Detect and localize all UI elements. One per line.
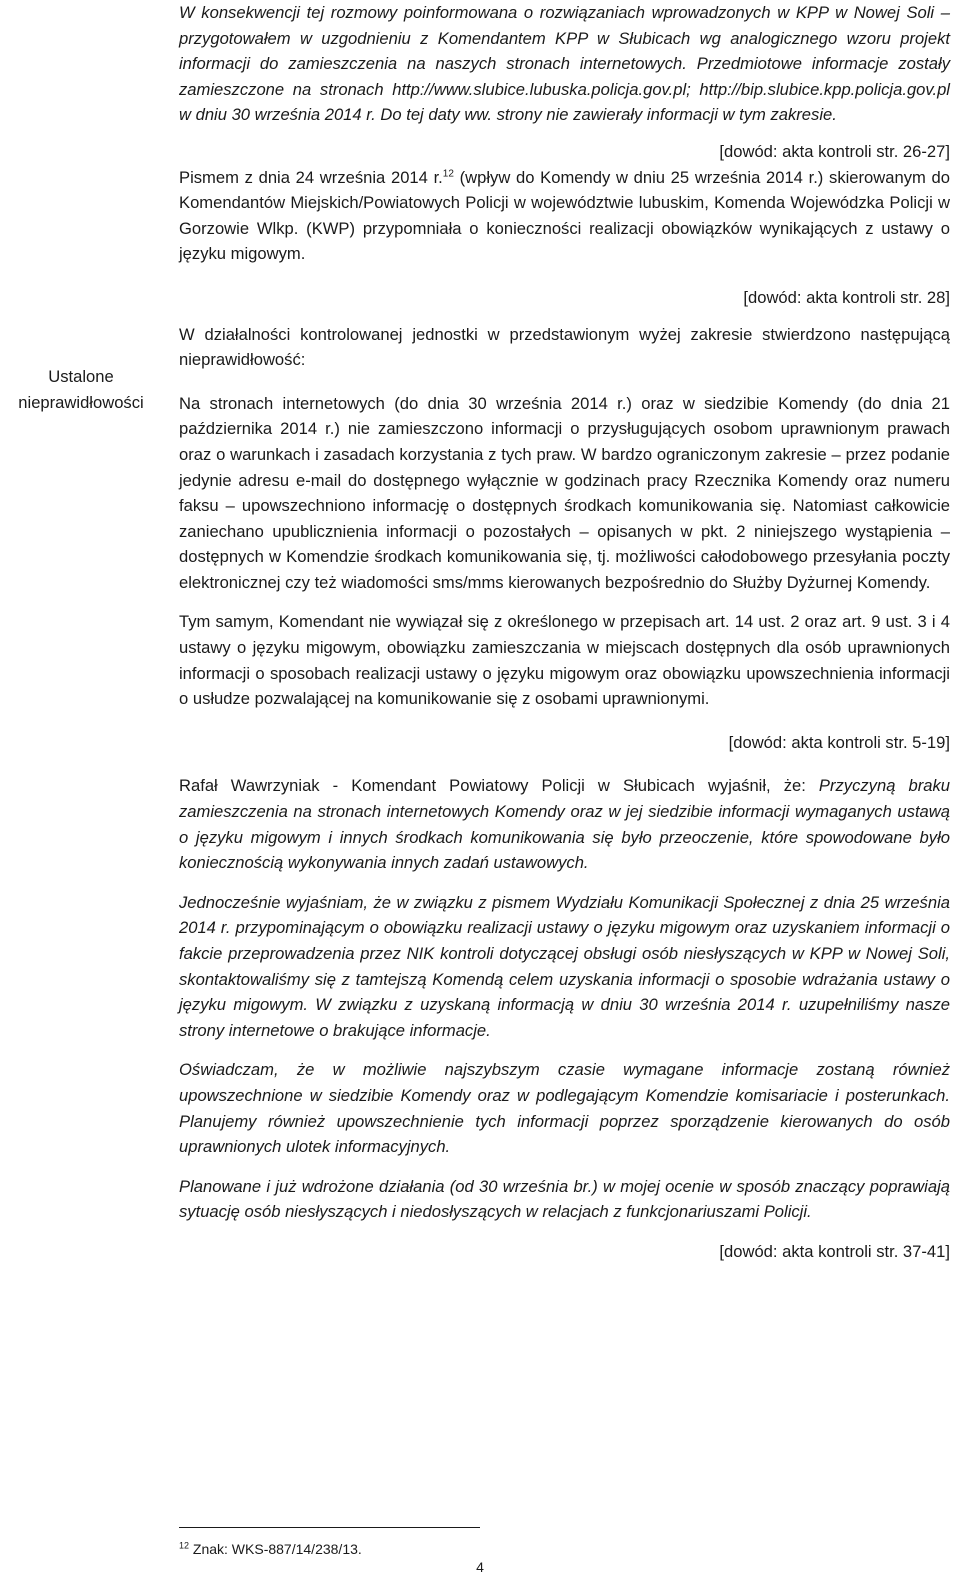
paragraph-kwp-letter-rest: (wpływ do Komendy w dniu 25 września 2014 r.) skierowanym do Komendantów Miejskich/Powiatowych Policji w województwie lubuskim, Komenda Wojewódzka Policji w Gorzowie Wlkp. (KWP) przypomniała o konieczności realizacji obowiązków wynikających z ustawy o języku migowym. xyxy=(179,167,950,264)
section-label xyxy=(0,364,162,415)
paragraph-obligation: Tym samym, Komendant nie wywiązał się z określonego w przepisach art. 14 ust. 2 oraz art. 9 ust. 3 i 4 ustawy o języku migowym, obowiązku zamieszczania w miejscach dostępnych dla osób uprawnionych informacji o sposobach realizacji ustawy o języku migowym oraz obowiązku upowszechnienia informacji o usłudze pozwalającej na komunikowanie się z osobami uprawnionymi. xyxy=(179,612,950,709)
section-label-line2: nieprawidłowości xyxy=(18,392,144,412)
paragraph-explanation-quote: Przyczyną braku zamieszczenia na stronach internetowych Komendy oraz w jej siedzibie informacji wymaganych ustawą o języku migowym i innych środkach komunikowania się było przeoczenie, które spowodowane było koniecznością wykonywania innych zadań ustawowych. xyxy=(179,776,950,873)
evidence-reference: [dowód: akta kontroli str. 26-27] xyxy=(719,141,950,161)
main-text-column xyxy=(179,0,950,1265)
paragraph-quote-planned: Planowane i już wdrożone działania (od 30 września br.) w mojej ocenie w sposób znaczący poprawiają sytuację osób niesłyszących i niedosłyszących w relacjach z funkcjonariuszami Policji. xyxy=(179,1176,950,1222)
footnote-number: 12 xyxy=(179,1540,190,1551)
page-number: 4 xyxy=(476,1559,484,1575)
evidence-reference: [dowód: akta kontroli str. 37-41] xyxy=(719,1241,950,1261)
footnote-separator xyxy=(179,1527,480,1528)
paragraph-kwp-letter xyxy=(179,165,950,267)
footnote-marker: 12 xyxy=(442,168,454,180)
paragraph-quote-declaration: Oświadczam, że w możliwie najszybszym czasie wymagane informacje zostaną również upowszechnione w siedzibie Komendy oraz w podlegającym Komendzie komisariacie i posterunkach. Planujemy również upowszechnienie tych informacji poprzez sporządzenie kierowanych do osób uprawnionych ulotek informacyjnych. xyxy=(179,1060,950,1157)
footnote xyxy=(179,1540,362,1558)
paragraph-explanation xyxy=(179,773,950,875)
paragraph-finding-intro: W działalności kontrolowanej jednostki w przedstawionym wyżej zakresie stwierdzono następującą nieprawidłowość: xyxy=(179,324,950,370)
paragraph-quote-actions: Jednocześnie wyjaśniam, że w związku z pismem Wydziału Komunikacji Społecznej z dnia 25 września 2014 r. przypominającym o obowiązku realizacji ustawy o języku migowym oraz uzyskaniem informacji o fakcie przeprowadzenia przez NIK kontroli dotyczącej obsługi osób niesłyszących w KPP w Nowej Soli, skontaktowaliśmy się z tamtejszą Komendą celem uzyskania informacji o sposobie wdrażania ustawy o języku migowym. W związku z uzyskaną informacją w dniu 30 września 2014 r. uzupełniliśmy nasze strony internetowe o brakujące informacje. xyxy=(179,892,950,1040)
evidence-reference: [dowód: akta kontroli str. 5-19] xyxy=(728,732,950,752)
evidence-reference: [dowód: akta kontroli str. 28] xyxy=(743,287,950,307)
paragraph-consequence: W konsekwencji tej rozmowy poinformowana o rozwiązaniach wprowadzonych w KPP w Nowej Soli – przygotowałem w uzgodnieniu z Komendantem KPP w Słubicach wg analogicznego wzoru projekt informacji do zamieszczenia na naszych stronach internetowych. Przedmiotowe informacje zostały zamieszczone na stronach http://www.slubice.lubuska.policja.gov.pl; http://bip.slubice.kpp.policja.gov.pl w dniu 30 września 2014 r. Do tej daty ww. strony nie zawierały informacji w tym zakresie. xyxy=(179,3,950,125)
paragraph-explanation-intro: Rafał Wawrzyniak - Komendant Powiatowy Policji w Słubicach wyjaśnił, że: xyxy=(179,776,819,796)
section-label-line1: Ustalone xyxy=(48,367,114,386)
paragraph-irregularity: Na stronach internetowych (do dnia 30 września 2014 r.) oraz w siedzibie Komendy (do dnia 21 października 2014 r.) nie zamieszczono informacji o przysługujących osobom uprawnionym prawach oraz o warunkach i zasadach korzystania z tych praw. W bardzo ograniczonym zakresie – przez podanie jedynie adresu e-mail do dostępnego wyłącznie w godzinach pracy Rzecznika Komendy oraz numeru faksu – upowszechniono informację o dostępnych środkach komunikowania się. Natomiast całkowicie zaniechano upublicznienia informacji o pozostałych – opisanych w pkt. 2 niniejszego wystąpienia – dostępnych w Komendzie środkach komunikowania się, tj. możliwości całodobowego przesyłania poczty elektronicznej czy też wiadomości sms/mms kierowanych bezpośrednio do Służby Dyżurnej Komendy. xyxy=(179,393,950,592)
footnote-text: Znak: WKS-887/14/238/13. xyxy=(189,1541,362,1557)
paragraph-kwp-letter-start: Pismem z dnia 24 września 2014 r. xyxy=(179,167,443,187)
